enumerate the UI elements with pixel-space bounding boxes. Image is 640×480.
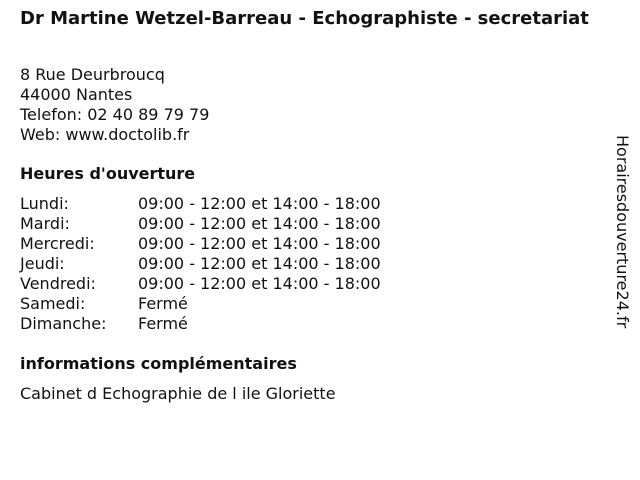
address-block [20,65,209,145]
additional-info-text: Cabinet d Echographie de l ile Gloriette [20,384,336,403]
hours-row-tuesday [20,214,381,234]
hours-row-monday [20,194,381,214]
day-hours: 09:00 - 12:00 et 14:00 - 18:00 [138,214,381,233]
street-address: 8 Rue Deurbroucq [20,65,165,84]
site-watermark: Horairesdouverture24.fr [613,135,632,329]
phone-number: Telefon: 02 40 89 79 79 [20,105,210,124]
day-hours: 09:00 - 12:00 et 14:00 - 18:00 [138,274,381,293]
day-hours: 09:00 - 12:00 et 14:00 - 18:00 [138,254,381,273]
day-label: Jeudi: [20,254,65,273]
day-hours: 09:00 - 12:00 et 14:00 - 18:00 [138,194,381,213]
website: Web: www.doctolib.fr [20,125,190,144]
hours-row-wednesday [20,234,381,254]
day-label: Vendredi: [20,274,96,293]
day-hours: Fermé [138,294,188,313]
hours-row-thursday [20,254,381,274]
day-hours: 09:00 - 12:00 et 14:00 - 18:00 [138,234,381,253]
day-label: Lundi: [20,194,69,213]
additional-info-heading: informations complémentaires [20,354,297,373]
city-postcode: 44000 Nantes [20,85,133,104]
day-label: Mercredi: [20,234,95,253]
day-label: Mardi: [20,214,70,233]
opening-hours-heading: Heures d'ouverture [20,164,196,183]
hours-row-friday [20,274,381,294]
day-hours: Fermé [138,314,188,333]
day-label: Samedi: [20,294,86,313]
hours-row-saturday [20,294,381,314]
hours-row-sunday [20,314,381,334]
page-title: Dr Martine Wetzel-Barreau - Echographiste - secretariat [20,8,589,29]
day-label: Dimanche: [20,314,107,333]
opening-hours-table [20,194,381,334]
